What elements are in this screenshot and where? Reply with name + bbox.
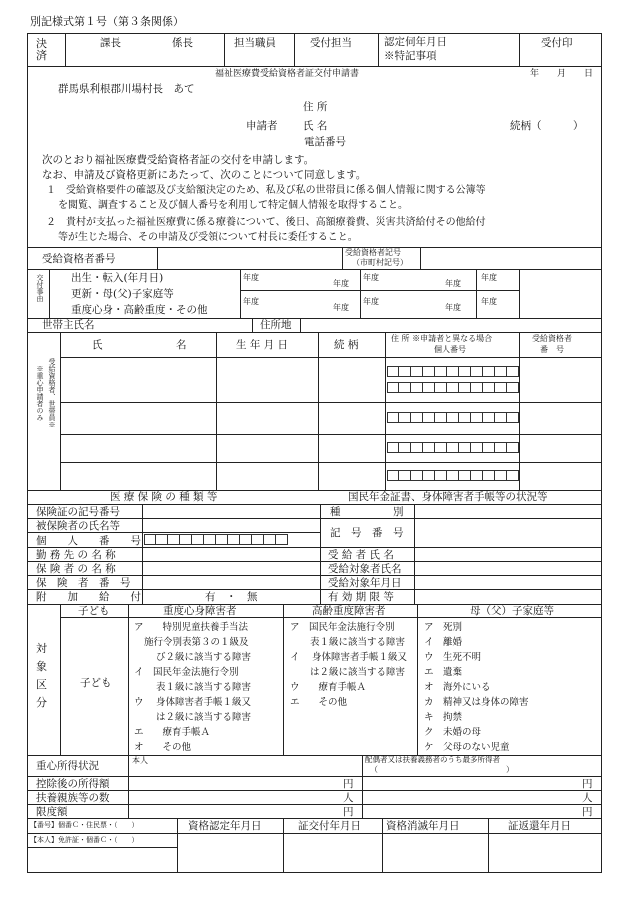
yen-4: 円 xyxy=(582,806,593,818)
target-h3: 高齢重度障害者 xyxy=(312,605,386,617)
form-id: 別記様式第１号（第３条関係） xyxy=(30,15,184,28)
right-row-3: 受給対象年月日 xyxy=(328,577,402,589)
col3-item: は２級に該当する障害 xyxy=(310,667,406,678)
col3-item[interactable]: エ その他 xyxy=(290,697,348,708)
mynumber-boxes-1[interactable] xyxy=(387,366,519,377)
statement-line2: なお、申請及び資格更新にあたって、次のことについて同意します。 xyxy=(42,169,367,181)
members-side-label: 受給資格者、世帯員※ xyxy=(48,358,56,428)
right-row-2: 受給対象者氏名 xyxy=(328,563,402,575)
reason-opt3: 重度心身・高齢重度・その他 xyxy=(71,304,208,316)
col4-item[interactable]: キ 拘禁 xyxy=(424,712,463,723)
col-name-b: 名 xyxy=(176,339,187,351)
col4-item[interactable]: カ 精神又は身体の障害 xyxy=(424,697,529,708)
applicant-address-label: 住 所 xyxy=(303,101,328,113)
ins-row-5: 保 険 者 の 名 称 xyxy=(36,563,116,575)
target-col2-list xyxy=(134,620,251,755)
col2-item: 表１級に該当する障害 xyxy=(156,682,252,693)
mynumber-boxes-4[interactable] xyxy=(387,442,519,453)
form-title: 福祉医療費受給資格者証交付申請書 xyxy=(215,69,360,79)
uketsukein-label: 受付印 xyxy=(541,37,573,49)
statement-line1: 次のとおり福祉医療費受給資格者証の交付を申請します。 xyxy=(42,154,315,166)
ins-row-6: 保 険 者 番 号 xyxy=(36,577,131,589)
col4-item[interactable]: ケ 父母のない児童 xyxy=(424,742,510,753)
col-name-a: 氏 xyxy=(92,339,103,351)
mynumber-boxes-5[interactable] xyxy=(387,470,519,481)
nendo-3: 年度 xyxy=(363,273,379,282)
ins-row-3: 個 人 番 号 xyxy=(36,535,141,547)
right-row-4: 有 効 期 限 等 xyxy=(328,591,394,603)
nendo-2: 年度 xyxy=(333,279,349,288)
target-kodomo[interactable]: 子ども xyxy=(80,677,112,689)
footer-col-1: 資格認定年月日 xyxy=(188,820,262,832)
target-h1: 子ども xyxy=(78,605,110,617)
col4-item[interactable]: ア 死別 xyxy=(424,622,463,633)
nendo-10: 年度 xyxy=(481,297,497,306)
income-row-3: 限度額 xyxy=(36,806,68,818)
ins-row-1: 保険証の記号番号 xyxy=(36,506,120,518)
village-label-2: （市町村記号） xyxy=(352,258,408,267)
footer-honnin: 【本人】免許証・個番Ｃ・（ ） xyxy=(30,836,139,844)
income-row-2: 扶養親族等の数 xyxy=(36,792,110,804)
uketsuke-label: 受付担当 xyxy=(310,37,352,49)
insurance-header-right: 国民年金証書、身体障害者手帳等の状況等 xyxy=(348,491,548,503)
nintei-label: 認定伺年月日 xyxy=(384,36,447,48)
phone-label: 電話番号 xyxy=(304,136,346,148)
household-head-label: 世帯主氏名 xyxy=(42,319,95,331)
mynumber-boxes-3[interactable] xyxy=(387,412,519,423)
nendo-4: 年度 xyxy=(445,279,461,288)
issue-reason-side: 交付事由 xyxy=(36,274,44,302)
target-col4-list xyxy=(424,620,529,755)
income-honnin: 本人 xyxy=(132,756,148,765)
ins-mynumber-boxes[interactable] xyxy=(144,534,288,545)
col-address: 住 所 ※申請者と異なる場合 xyxy=(391,334,493,343)
addressee: 群馬県利根郡川場村長 あて xyxy=(58,83,195,95)
kacho-label: 課長 xyxy=(100,37,121,49)
reason-opt1: 出生・転入(年月日) xyxy=(71,272,164,284)
nendo-6: 年度 xyxy=(243,297,259,306)
col3-item[interactable]: イ 身体障害者手帳１級又 xyxy=(290,652,408,663)
nendo-7: 年度 xyxy=(333,303,349,312)
income-spouse-label: 配偶者又は扶養義務者のうち最多所得者 xyxy=(365,755,500,764)
footer-col-3: 資格消滅年月日 xyxy=(386,820,460,832)
ins-row-4: 勤 務 先 の 名 称 xyxy=(36,549,116,561)
applicant-label: 申請者 xyxy=(246,120,278,132)
yen-3: 円 xyxy=(582,778,593,790)
insurance-header-left: 医 療 保 険 の 種 類 等 xyxy=(110,491,218,503)
statement-item1b: を閲覧、調査すること及び個人番号を利用して特定個人情報を取得すること。 xyxy=(58,200,408,211)
col4-item[interactable]: ク 未婚の母 xyxy=(424,727,482,738)
col2-item: 施行令別表第３の１級及 xyxy=(144,637,249,648)
col4-item[interactable]: イ 離婚 xyxy=(424,637,463,648)
col2-item[interactable]: エ 療育手帳Ａ xyxy=(134,727,211,738)
relation-label: 続柄（ ） xyxy=(510,120,584,132)
reason-opt2: 更新・母(父)子家庭等 xyxy=(71,288,174,300)
footer-bango: 【番号】個番Ｃ・住民票・（ ） xyxy=(30,821,139,829)
kessai-label: 決 済 xyxy=(36,37,58,62)
col2-item: び２級に該当する障害 xyxy=(156,652,252,663)
right-row-1: 受 給 者 氏 名 xyxy=(328,549,394,561)
income-paren: （ ） xyxy=(370,765,514,774)
income-status-label: 重心所得状況 xyxy=(36,760,99,772)
col2-item[interactable]: イ 国民年金法施行令別 xyxy=(134,667,239,678)
qualification-number-label: 受給資格者番号 xyxy=(42,253,116,265)
col-mynumber: 個人番号 xyxy=(434,345,466,354)
ins-row-7: 附 加 給 付 xyxy=(36,591,141,603)
col-birth: 生 年 月 日 xyxy=(236,339,289,351)
target-h4: 母（父）子家庭等 xyxy=(470,605,554,617)
col2-item[interactable]: ア 特別児童扶養手当法 xyxy=(134,622,249,633)
yen-1: 円 xyxy=(343,778,354,790)
statement-item2b: 等が生じた場合、その申請及び受領について村長に委任すること。 xyxy=(58,232,358,243)
footer-col-2: 証交付年月日 xyxy=(298,820,361,832)
nendo-1: 年度 xyxy=(243,273,259,282)
col4-item[interactable]: オ 海外にいる xyxy=(424,682,491,693)
kakaricho-label: 係長 xyxy=(172,37,193,49)
applicant-name-label: 氏 名 xyxy=(303,120,328,132)
nin-2: 人 xyxy=(582,792,593,804)
nendo-5: 年度 xyxy=(481,273,497,282)
income-row-1: 控除後の所得額 xyxy=(36,778,110,790)
statement-item1a: １ 受給資格要件の確認及び支給額決定のため、私及び私の世帯員に係る個人情報に関する公簿等 xyxy=(46,185,486,196)
nin-1: 人 xyxy=(343,792,354,804)
members-side-note: ※重心申請者のみ xyxy=(36,365,44,421)
tanto-label: 担当職員 xyxy=(234,37,276,49)
tokki-label: ※特記事項 xyxy=(384,50,437,62)
col-recipient-2: 番 号 xyxy=(540,345,564,354)
yen-2: 円 xyxy=(343,806,354,818)
household-address-label: 住所地 xyxy=(260,319,292,331)
right-kind: 種 別 xyxy=(330,506,404,518)
right-number: 記 号 番 号 xyxy=(330,527,404,539)
target-side-label: 対象区分 xyxy=(36,642,47,709)
ins-row-2: 被保険者の氏名等 xyxy=(36,520,120,532)
col2-item[interactable]: ウ 身体障害者手帳１級又 xyxy=(134,697,252,708)
target-col3-list xyxy=(290,620,407,710)
col-relation: 続 柄 xyxy=(334,339,359,351)
col4-item[interactable]: エ 遺棄 xyxy=(424,667,463,678)
nendo-9: 年度 xyxy=(445,303,461,312)
col3-item: 表１級に該当する障害 xyxy=(310,637,406,648)
statement-item2a: ２ 貴村が支払った福祉医療費に係る療養について、後日、高額療養費、災害共済給付その他給付 xyxy=(46,217,486,228)
fuka-value[interactable]: 有 ・ 無 xyxy=(205,591,258,603)
col2-item: は２級に該当する障害 xyxy=(156,712,252,723)
village-label-1: 受給資格者記号 xyxy=(345,248,401,257)
col-recipient-1: 受給資格者 xyxy=(532,334,572,343)
col3-item[interactable]: ア 国民年金法施行令別 xyxy=(290,622,395,633)
application-date: 年 月 日 xyxy=(530,69,594,79)
mynumber-boxes-2[interactable] xyxy=(387,382,519,393)
target-h2: 重度心身障害者 xyxy=(163,605,237,617)
nendo-8: 年度 xyxy=(363,297,379,306)
col2-item[interactable]: オ その他 xyxy=(134,742,192,753)
footer-col-4: 証返還年月日 xyxy=(508,820,571,832)
col3-item[interactable]: ウ 療育手帳Ａ xyxy=(290,682,367,693)
col4-item[interactable]: ウ 生死不明 xyxy=(424,652,482,663)
